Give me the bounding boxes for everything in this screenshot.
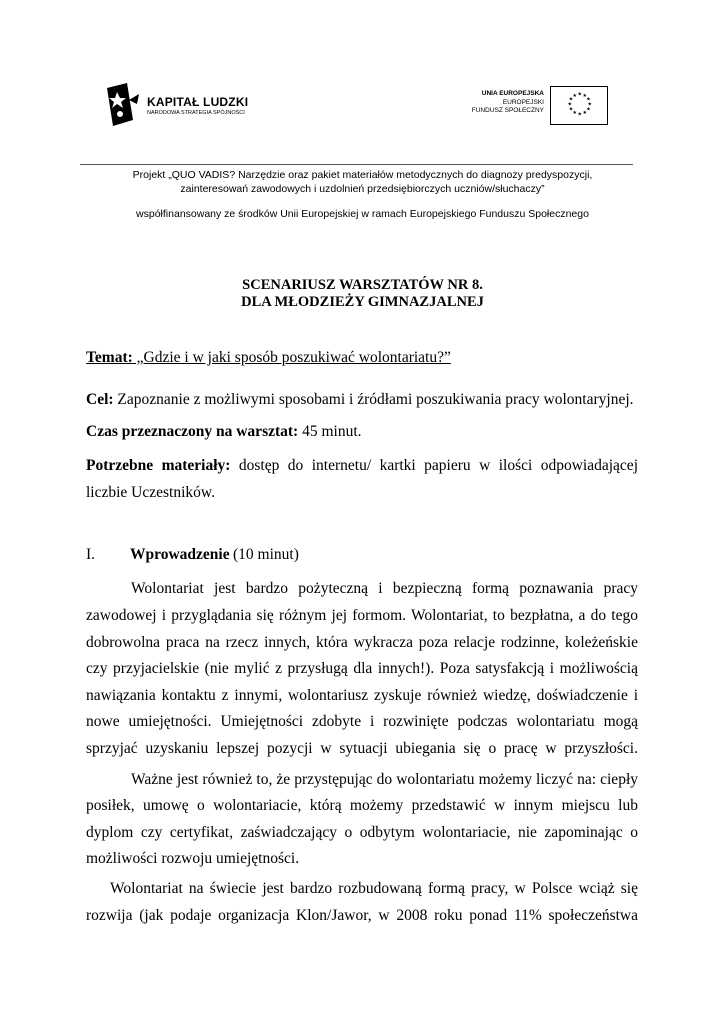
svg-text:★: ★	[582, 92, 587, 99]
kapital-ludzki-subtitle: NARODOWA STRATEGIA SPÓJNOŚCI	[147, 110, 245, 116]
paragraph-2-line: Ważne jest również to, że przystępując do wolontariatu możemy liczyć na: ciepły	[131, 771, 638, 788]
paragraph-3-line: Wolontariat na świecie jest bardzo rozbudowaną formą pracy, w Polsce wciąż się	[110, 880, 638, 897]
materialy-label: Potrzebne materiały:	[86, 457, 231, 474]
paragraph-2-line: posiłek, umowę o wolontariacie, którą możemy przedstawić w innym miejscu lub	[86, 797, 638, 814]
svg-text:★: ★	[586, 106, 591, 113]
project-line-3: współfinansowany ze środków Unii Europejskiej w ramach Europejskiego Funduszu Społecznego	[136, 208, 589, 220]
eu-line-2: EUROPEJSKI	[502, 98, 544, 106]
paragraph-2-line: dyplom czy certyfikat, zaświadczający o odbytym wolontariacie, nie zapominając o	[86, 824, 638, 841]
svg-text:★: ★	[582, 110, 587, 117]
svg-text:★: ★	[568, 96, 574, 103]
svg-text:★: ★	[586, 96, 591, 103]
kapital-ludzki-logo	[103, 80, 263, 130]
paragraph-1-line: dobrowolna praca na rzecz innych, która wykracza poza relacje rodzinne, koleżeńskie	[86, 634, 638, 651]
czas-value: 45 minut.	[298, 423, 362, 440]
section-1-duration: (10 minut)	[233, 546, 299, 563]
paragraph-1-line: nawiązania kontaktu z innymi, wolontariusz zyskuje również wiedzę, doświadczenie i	[86, 687, 638, 704]
temat-line	[86, 349, 451, 367]
temat-value: „Gdzie i w jaki sposób poszukiwać wolontariatu?”	[132, 349, 451, 366]
svg-text:★: ★	[577, 91, 582, 98]
header-rule	[80, 164, 633, 165]
eu-line-3: FUNDUSZ SPOŁECZNY	[471, 107, 544, 114]
svg-text:★: ★	[572, 110, 577, 117]
kapital-ludzki-emblem-icon	[103, 80, 145, 130]
svg-text:★: ★	[572, 92, 577, 99]
kapital-ludzki-title: KAPITAŁ LUDZKI	[147, 95, 249, 109]
cel-value: Zapoznanie z możliwymi sposobami i źródłami poszukiwania pracy wolontaryjnej.	[113, 391, 634, 408]
paragraph-1-line: zawodowej i przyglądania się różnym jej formom. Wolontariat, to bezpłatna, a do tego	[86, 607, 638, 624]
materialy-value: dostęp do internetu/ kartki papieru w ilości odpowiadającej	[230, 457, 638, 474]
paragraph-3-line: rozwija (jak podaje organizacja Klon/Jawor, w 2008 roku ponad 11% społeczeństwa	[86, 907, 638, 924]
eu-flag-icon	[550, 86, 608, 125]
paragraph-1-line: sprzyjać uzyskaniu lepszej pozycji w sytuacji ubiegania się o pracę w przyszłości.	[86, 740, 638, 757]
svg-text:★: ★	[577, 111, 582, 118]
czas-label: Czas przeznaczony na warsztat:	[86, 423, 299, 440]
section-1-heading	[86, 546, 230, 564]
cel-label: Cel:	[86, 391, 114, 408]
svg-text:★: ★	[587, 101, 592, 108]
eu-logo	[462, 86, 608, 126]
paragraph-1-line: nowe umiejętności. Umiejętności zdobyte i rozwinięte podczas wolontariatu mogą	[86, 713, 638, 730]
scenario-title: SCENARIUSZ WARSZTATÓW NR 8.	[242, 277, 483, 293]
czas-line	[86, 423, 362, 441]
svg-text:★: ★	[568, 106, 574, 113]
project-line-2: zainteresowań zawodowych i uzdolnień przedsiębiorczych uczniów/słuchaczy”	[180, 183, 545, 195]
eu-line-1: UNIA EUROPEJSKA	[481, 90, 544, 97]
materialy-line-2: liczbie Uczestników.	[86, 484, 215, 501]
section-1-number: I.	[86, 546, 96, 563]
cel-line	[86, 391, 634, 409]
scenario-subtitle: DLA MŁODZIEŻY GIMNAZJALNEJ	[241, 294, 484, 310]
eu-stars-icon	[551, 87, 607, 124]
paragraph-1-line: Wolontariat jest bardzo pożyteczną i bezpieczną formą poznawania pracy	[131, 580, 638, 597]
project-line-1: Projekt „QUO VADIS? Narzędzie oraz pakiet materiałów metodycznych do diagnozy predyspozycji,	[132, 169, 593, 181]
svg-text:★: ★	[567, 101, 572, 108]
temat-label: Temat:	[86, 349, 133, 366]
paragraph-2-line: możliwości rozwoju umiejętności.	[86, 850, 300, 867]
materialy-line-1	[86, 457, 638, 475]
eu-logo-text	[472, 90, 544, 116]
section-1-title: Wprowadzenie	[130, 546, 230, 563]
paragraph-1-line: czy przyjacielskie (nie mylić z przysługą dla innych!). Poza satysfakcją i możliwością	[86, 660, 638, 677]
